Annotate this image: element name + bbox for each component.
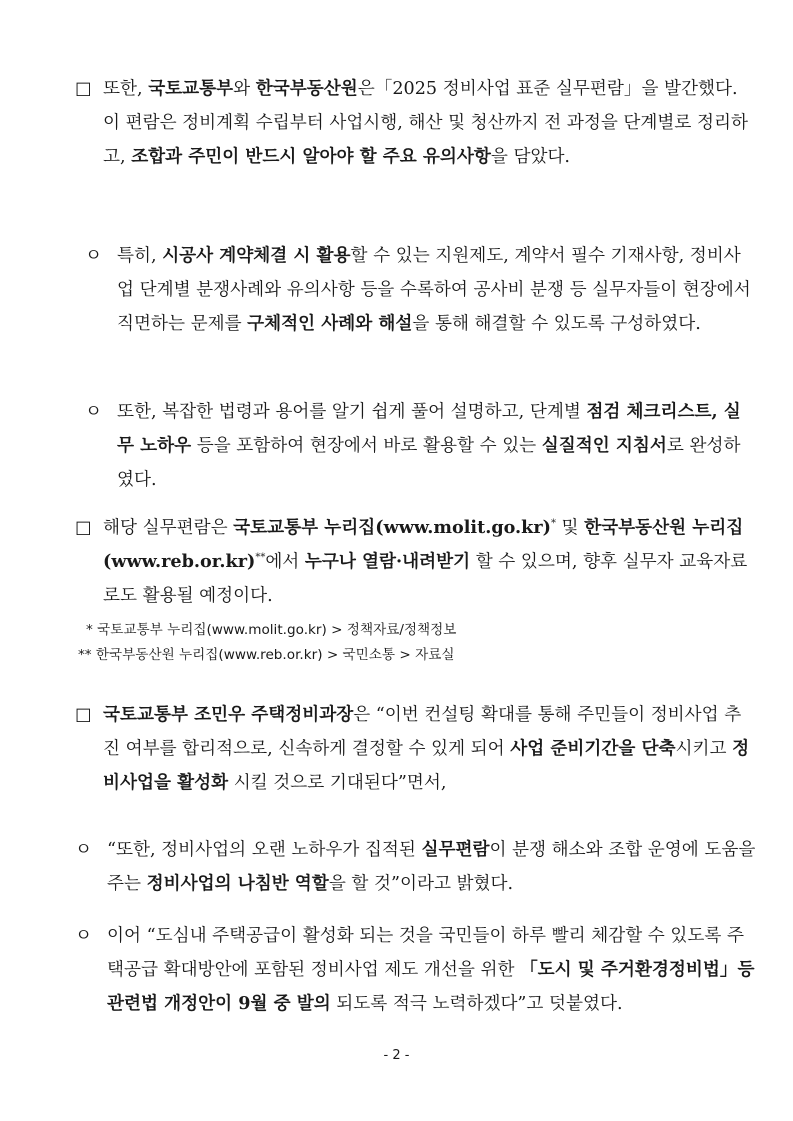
text: 을 할 것”이라고 밝혔다. [328,873,514,894]
text: 시키고 [675,739,733,759]
text: 해당 실무편람은 [103,518,234,538]
text: 특히, [117,246,163,266]
text: 또한, 복잡한 법령과 용어를 알기 쉽게 풀어 설명하고, 단계별 [117,402,587,422]
bold-text: 정비사업을 활성화 [103,738,750,793]
square-bullet-icon: □ [75,518,92,538]
bold-text: 시공사 계약체결 시 활용 [162,245,351,266]
page-number: - 2 - [383,1048,410,1063]
paragraph-3 [85,395,757,497]
paragraph-4 [75,511,753,613]
text: 또한, [103,79,149,99]
text: 은 “이번 컨설팅 확대를 통해 주민들이 정비사업 추진 여부를 합리적으로, 신속하게 결정할 수 있게 되어 [103,705,742,759]
bold-text: 국토교통부 [148,78,234,99]
footnote-1: * 국토교통부 누리집(www.molit.go.kr) > 정책자료/정책정보 [86,622,457,638]
text: 와 [233,79,256,99]
text: 할 수 있으며, 향후 실무자 교육자료로도 활용될 예정이다. [103,552,748,606]
text: 등을 포함하여 현장에서 바로 활용할 수 있는 [191,436,542,456]
footnote-mark: ** [255,552,266,564]
paragraph-6 [75,833,757,901]
bold-text: 정비사업의 나침반 역할 [146,872,329,894]
paragraph-5 [75,698,753,800]
text: 시킬 것으로 기대된다”면서, [228,773,447,793]
text: 이어 “도심내 주택공급이 활성화 되는 것을 국민들이 하루 빨리 체감할 수 있도록 주택공급 확대방안에 포함된 정비사업 제도 개선을 위한 [107,925,744,980]
bold-text: 한국부동산원 [255,78,358,99]
paragraph-7 [75,919,757,1021]
text: 로 완성하였다. [117,436,741,490]
bold-text: 누구나 열람·내려받기 [304,551,471,572]
bold-text: 사업 준비기간을 단축 [510,738,676,759]
circle-bullet-icon: ㅇ [85,246,102,266]
text: 을 담았다. [490,147,571,167]
link-molit[interactable]: 국토교통부 누리집(www.molit.go.kr) [233,517,551,538]
circle-bullet-icon: ㅇ [75,839,92,860]
text: 을 통해 해결할 수 있도록 구성하였다. [412,314,701,334]
bold-text: 구체적인 사례와 해설 [247,313,413,334]
link-reb[interactable]: 한국부동산원 누리집(www.reb.or.kr) [103,517,744,572]
square-bullet-icon: □ [75,705,92,725]
circle-bullet-icon: ㅇ [75,925,92,946]
text: 에서 [265,552,305,572]
bold-text: 조합과 주민이 반드시 알아야 할 주요 유의사항 [131,146,491,167]
paragraph-1 [75,72,753,174]
square-bullet-icon: □ [75,79,92,99]
text: 되도록 적극 노력하겠다”고 덧붙였다. [330,993,623,1014]
footnote-mark: * [550,518,556,530]
bold-text: 실무편람 [421,838,490,860]
paragraph-2 [85,239,757,341]
text: “또한, 정비사업의 오랜 노하우가 집적된 [107,839,422,860]
bold-text: 국토교통부 조민우 주택정비과장 [103,704,354,725]
text: 및 [555,518,585,538]
footnote-2: ** 한국부동산원 누리집(www.reb.or.kr) > 국민소통 > 자료실 [78,647,455,663]
circle-bullet-icon: ㅇ [85,402,102,422]
bold-text: 점검 체크리스트, 실무 노하우 [117,401,741,456]
text: 이 분쟁 해소와 조합 운영에 도움을 주는 [107,839,756,894]
bold-text: 「도시 및 주거환경정비법」등 관련법 개정안이 9월 중 발의 [107,958,755,1014]
text: 할 수 있는 지원제도, 계약서 필수 기재사항, 정비사업 단계별 분쟁사례와 유의사항 등을 수록하여 공사비 분쟁 등 실무자들이 현장에서 직면하는 문제를 [117,246,751,334]
text: 은「2025 정비사업 표준 실무편람」을 발간했다. 이 편람은 정비계획 수립부터 사업시행, 해산 및 청산까지 전 과정을 단계별로 정리하고, [103,79,748,167]
bold-text: 실질적인 지침서 [541,435,667,456]
